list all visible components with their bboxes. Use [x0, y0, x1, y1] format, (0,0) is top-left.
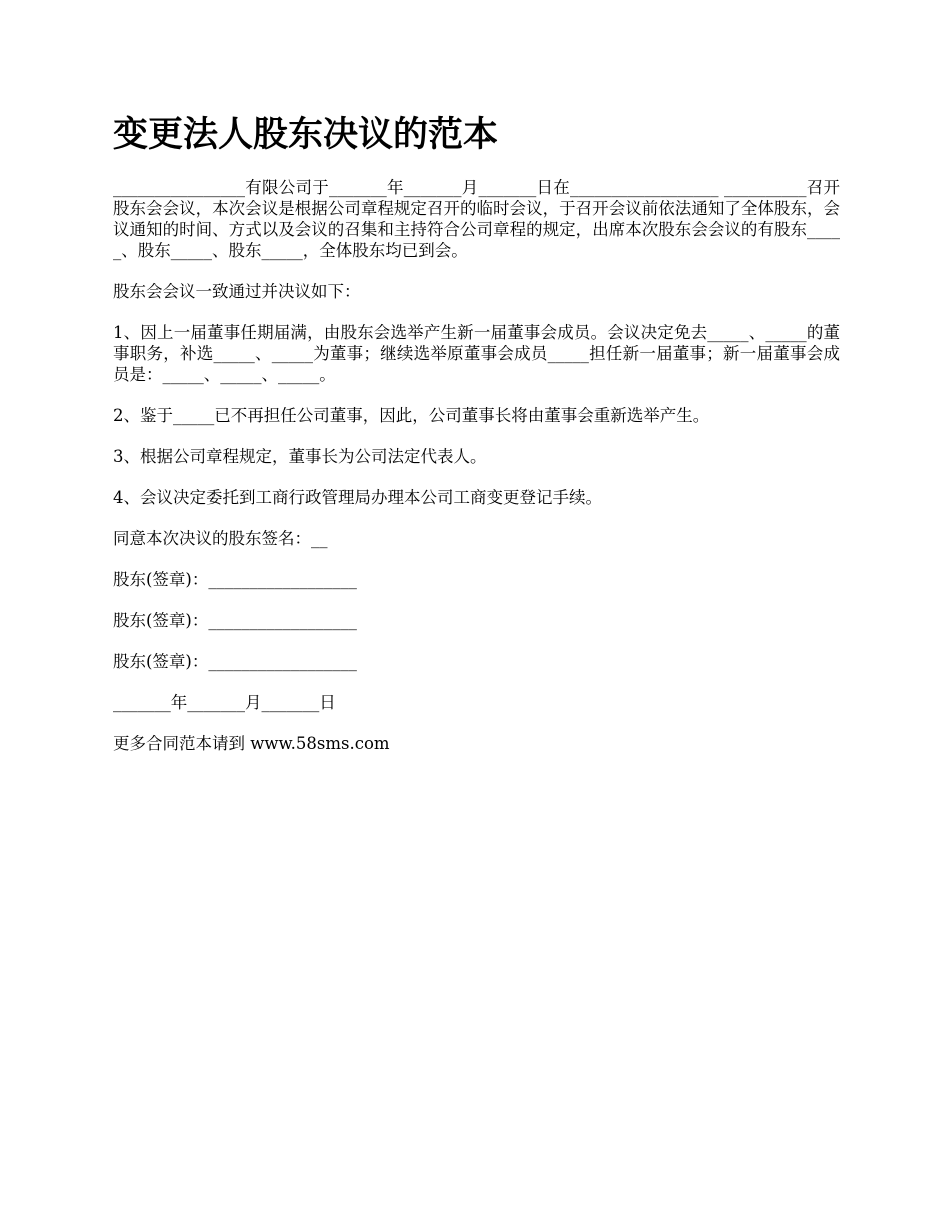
document-page: [113, 110, 840, 774]
document-title: 变更法人股东决议的范本: [113, 115, 499, 155]
footer-link-text: 更多合同范本请到 www.58sms.com: [113, 734, 390, 753]
signature-intro: 同意本次决议的股东签名：__: [113, 529, 328, 548]
meeting-intro-paragraph: ________________有限公司于_______年_______月_______日在__________________ __________召开股东会会议，本次会议是根据公司章程规定召开的临时会议，于召开会议前依法通知了全体股东，会议通知的时间、方式以及会议的召集和主持符合公司章程的规定，出席本次股东会会议的有股东_____、股东_____、股东_____，全体股东均已到会。: [113, 178, 840, 260]
resolution-item-4: 4、会议决定委托到工商行政管理局办理本公司工商变更登记手续。: [113, 488, 602, 507]
resolution-item-2: 2、鉴于_____已不再担任公司董事，因此，公司董事长将由董事会重新选举产生。: [113, 406, 710, 425]
shareholder-signature-line-2: 股东(签章)：__________________: [113, 611, 357, 630]
shareholder-signature-line-3: 股东(签章)：__________________: [113, 652, 357, 671]
resolution-lead-paragraph: 股东会会议一致通过并决议如下：: [113, 282, 361, 301]
date-line: _______年_______月_______日: [113, 693, 336, 712]
resolution-item-1: 1、因上一届董事任期届满，由股东会选举产生新一届董事会成员。会议决定免去_____、_____的董事职务，补选_____、_____为董事；继续选举原董事会成员_____担任新一届董事；新一届董事会成员是：_____、_____、_____。: [113, 323, 840, 384]
shareholder-signature-line-1: 股东(签章)：__________________: [113, 570, 357, 589]
resolution-item-3: 3、根据公司章程规定，董事长为公司法定代表人。: [113, 447, 487, 466]
